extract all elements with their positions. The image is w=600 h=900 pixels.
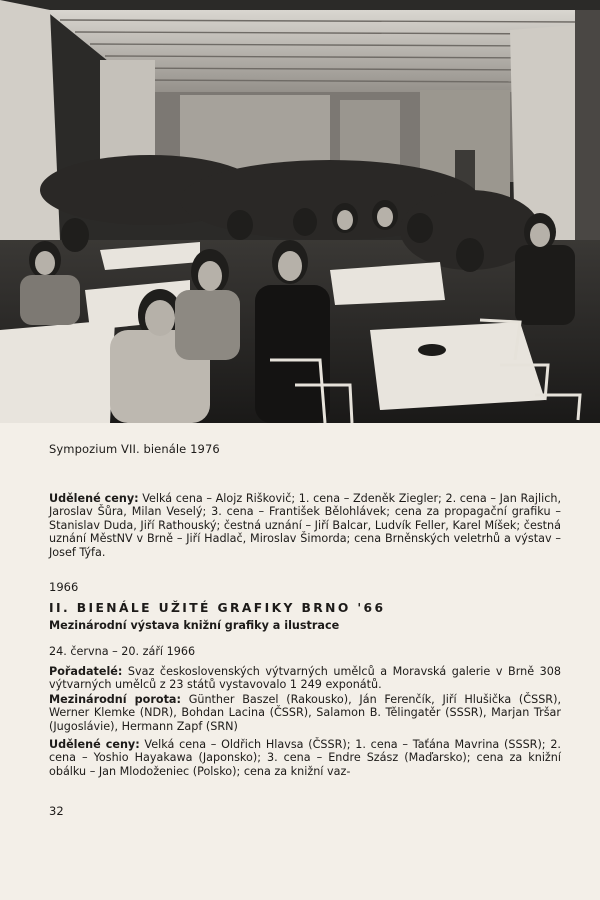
- photo-caption: Sympozium VII. bienále 1976: [49, 442, 220, 456]
- organizers-paragraph: [49, 665, 561, 692]
- awards-1976-label: Udělené ceny:: [49, 492, 139, 505]
- awards-1966: [49, 738, 561, 778]
- section-heading: II. BIENÁLE UŽITÉ GRAFIKY BRNO '66: [49, 601, 386, 615]
- awards-1976-text: Velká cena – Alojz Riškovič; 1. cena – Zdeněk Ziegler; 2. cena – Jan Rajlich, Jaroslav Šůra, Milan Veselý; 3. cena – František Bělohlávek; cena za propagační grafiku – Stanislav Duda, Jiří Rathouský; čestná uznání – Jiří Balcar, Ludvík Feller, Karel Míšek; čestná uznání MěstNV v Brně – Jiří Hadlač, Miroslav Šimorda; cena Brněnských veletrhů a výstav – Josef Týfa.: [49, 492, 562, 559]
- organizers-text: Svaz československých výtvarných umělců a Moravská galerie v Brně 308 výtvarných umělců z 23 států vystavovalo 1 249 exponátů.: [49, 665, 561, 692]
- symposium-photo: [0, 0, 600, 423]
- jury-text: Günther Baszel (Rakousko), Ján Ferenčík, Jiří Hlušička (ČSSR), Werner Klemke (NDR), Bohdan Lacina (ČSSR), Salamon B. Tělingatěr (SSSR), Marjan Tršar (Jugoslávie), Hermann Zapf (SRN): [49, 693, 561, 733]
- exhibition-dates: 24. června – 20. září 1966: [49, 645, 196, 658]
- year-label: 1966: [49, 580, 79, 594]
- page-number: 32: [49, 804, 64, 818]
- awards-1966-label: Udělené ceny:: [49, 738, 140, 751]
- photo-illustration: [0, 0, 600, 423]
- section-subheading: Mezinárodní výstava knižní grafiky a ilustrace: [49, 619, 340, 632]
- organizers-label: Pořadatelé:: [49, 665, 123, 678]
- jury-paragraph: [49, 693, 561, 733]
- jury-label: Mezinárodní porota:: [49, 693, 181, 706]
- awards-1966-text: Velká cena – Oldřich Hlavsa (ČSSR); 1. cena – Taťána Mavrina (SSSR); 2. cena – Yoshio Hayakawa (Japonsko); 3. cena – Endre Szász (Maďarsko); cena za knižní obálku – Jan Mlodoženiec (Polsko); cena za knižní vaz-: [49, 738, 561, 778]
- awards-1976: [49, 492, 561, 559]
